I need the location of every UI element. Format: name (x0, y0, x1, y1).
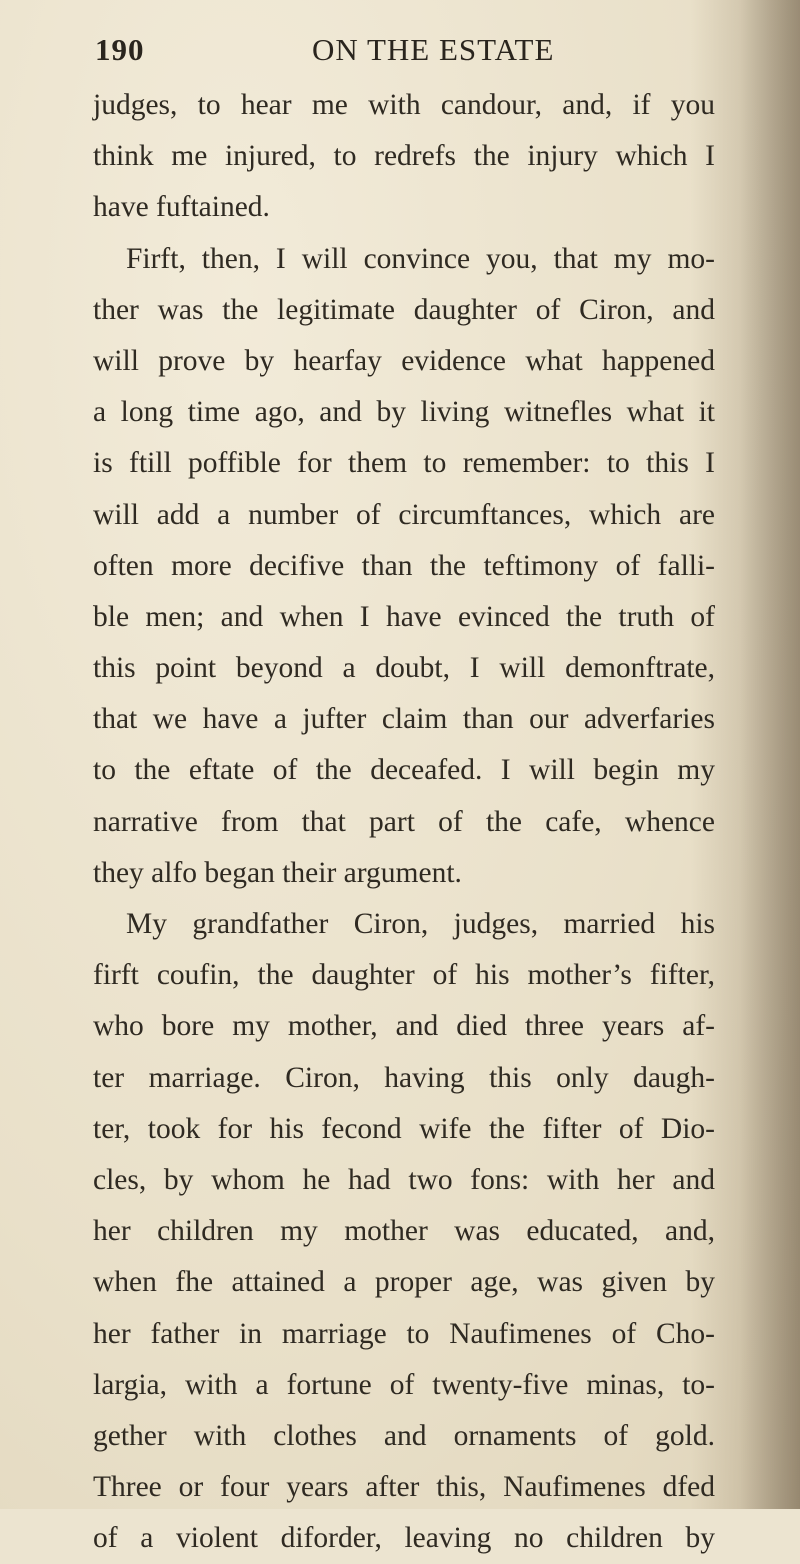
text-line: that we have a jufter claim than our adverfaries (93, 703, 715, 736)
text-line: her children my mother was educated, and, (93, 1215, 715, 1248)
text-line: they alfo began their argument. (93, 856, 462, 889)
page-header (95, 32, 715, 76)
text-line: Three or four years after this, Naufimenes dfed (93, 1471, 715, 1504)
page-number: 190 (95, 32, 145, 67)
text-line: think me injured, to redrefs the injury which I (93, 140, 715, 173)
text-line: will prove by hearfay evidence what happened (93, 344, 715, 377)
text-line: Firft, then, I will convince you, that my mo- (126, 242, 715, 275)
text-line: this point beyond a doubt, I will demonftrate, (93, 652, 715, 685)
text-line: narrative from that part of the cafe, whence (93, 805, 715, 838)
text-line: ble men; and when I have evinced the truth of (93, 600, 715, 633)
running-head: ON THE ESTATE (312, 32, 555, 67)
text-line: will add a number of circumftances, which are (93, 498, 715, 531)
text-line: ter marriage. Ciron, having this only daugh- (93, 1061, 715, 1094)
text-line: largia, with a fortune of twenty-five minas, to- (93, 1368, 715, 1401)
text-line: often more decifive than the teftimony of falli- (93, 549, 715, 582)
page-edge-shadow (740, 0, 800, 1509)
text-line: who bore my mother, and died three years af- (93, 1010, 715, 1043)
text-line: of a violent diforder, leaving no children by (93, 1522, 715, 1555)
text-line: My grandfather Ciron, judges, married his (126, 908, 715, 940)
text-line: is ftill poffible for them to remember: to this I (93, 447, 715, 480)
text-line: firft coufin, the daughter of his mother’s fifter, (93, 959, 715, 992)
text-line: ther was the legitimate daughter of Ciron, and (93, 293, 715, 326)
text-line: her father in marriage to Naufimenes of Cho- (93, 1317, 715, 1350)
text-line: have fuftained. (93, 191, 270, 224)
text-line: when fhe attained a proper age, was given by (93, 1266, 715, 1299)
text-line: ter, took for his fecond wife the fifter of Dio- (93, 1112, 715, 1145)
text-line: gether with clothes and ornaments of gold. (93, 1419, 715, 1452)
body-text (93, 80, 715, 1564)
text-line: to the eftate of the deceafed. I will begin my (93, 754, 715, 787)
text-line: judges, to hear me with candour, and, if you (93, 89, 715, 121)
text-line: a long time ago, and by living witnefles what it (93, 396, 715, 429)
text-line: cles, by whom he had two fons: with her and (93, 1163, 715, 1196)
